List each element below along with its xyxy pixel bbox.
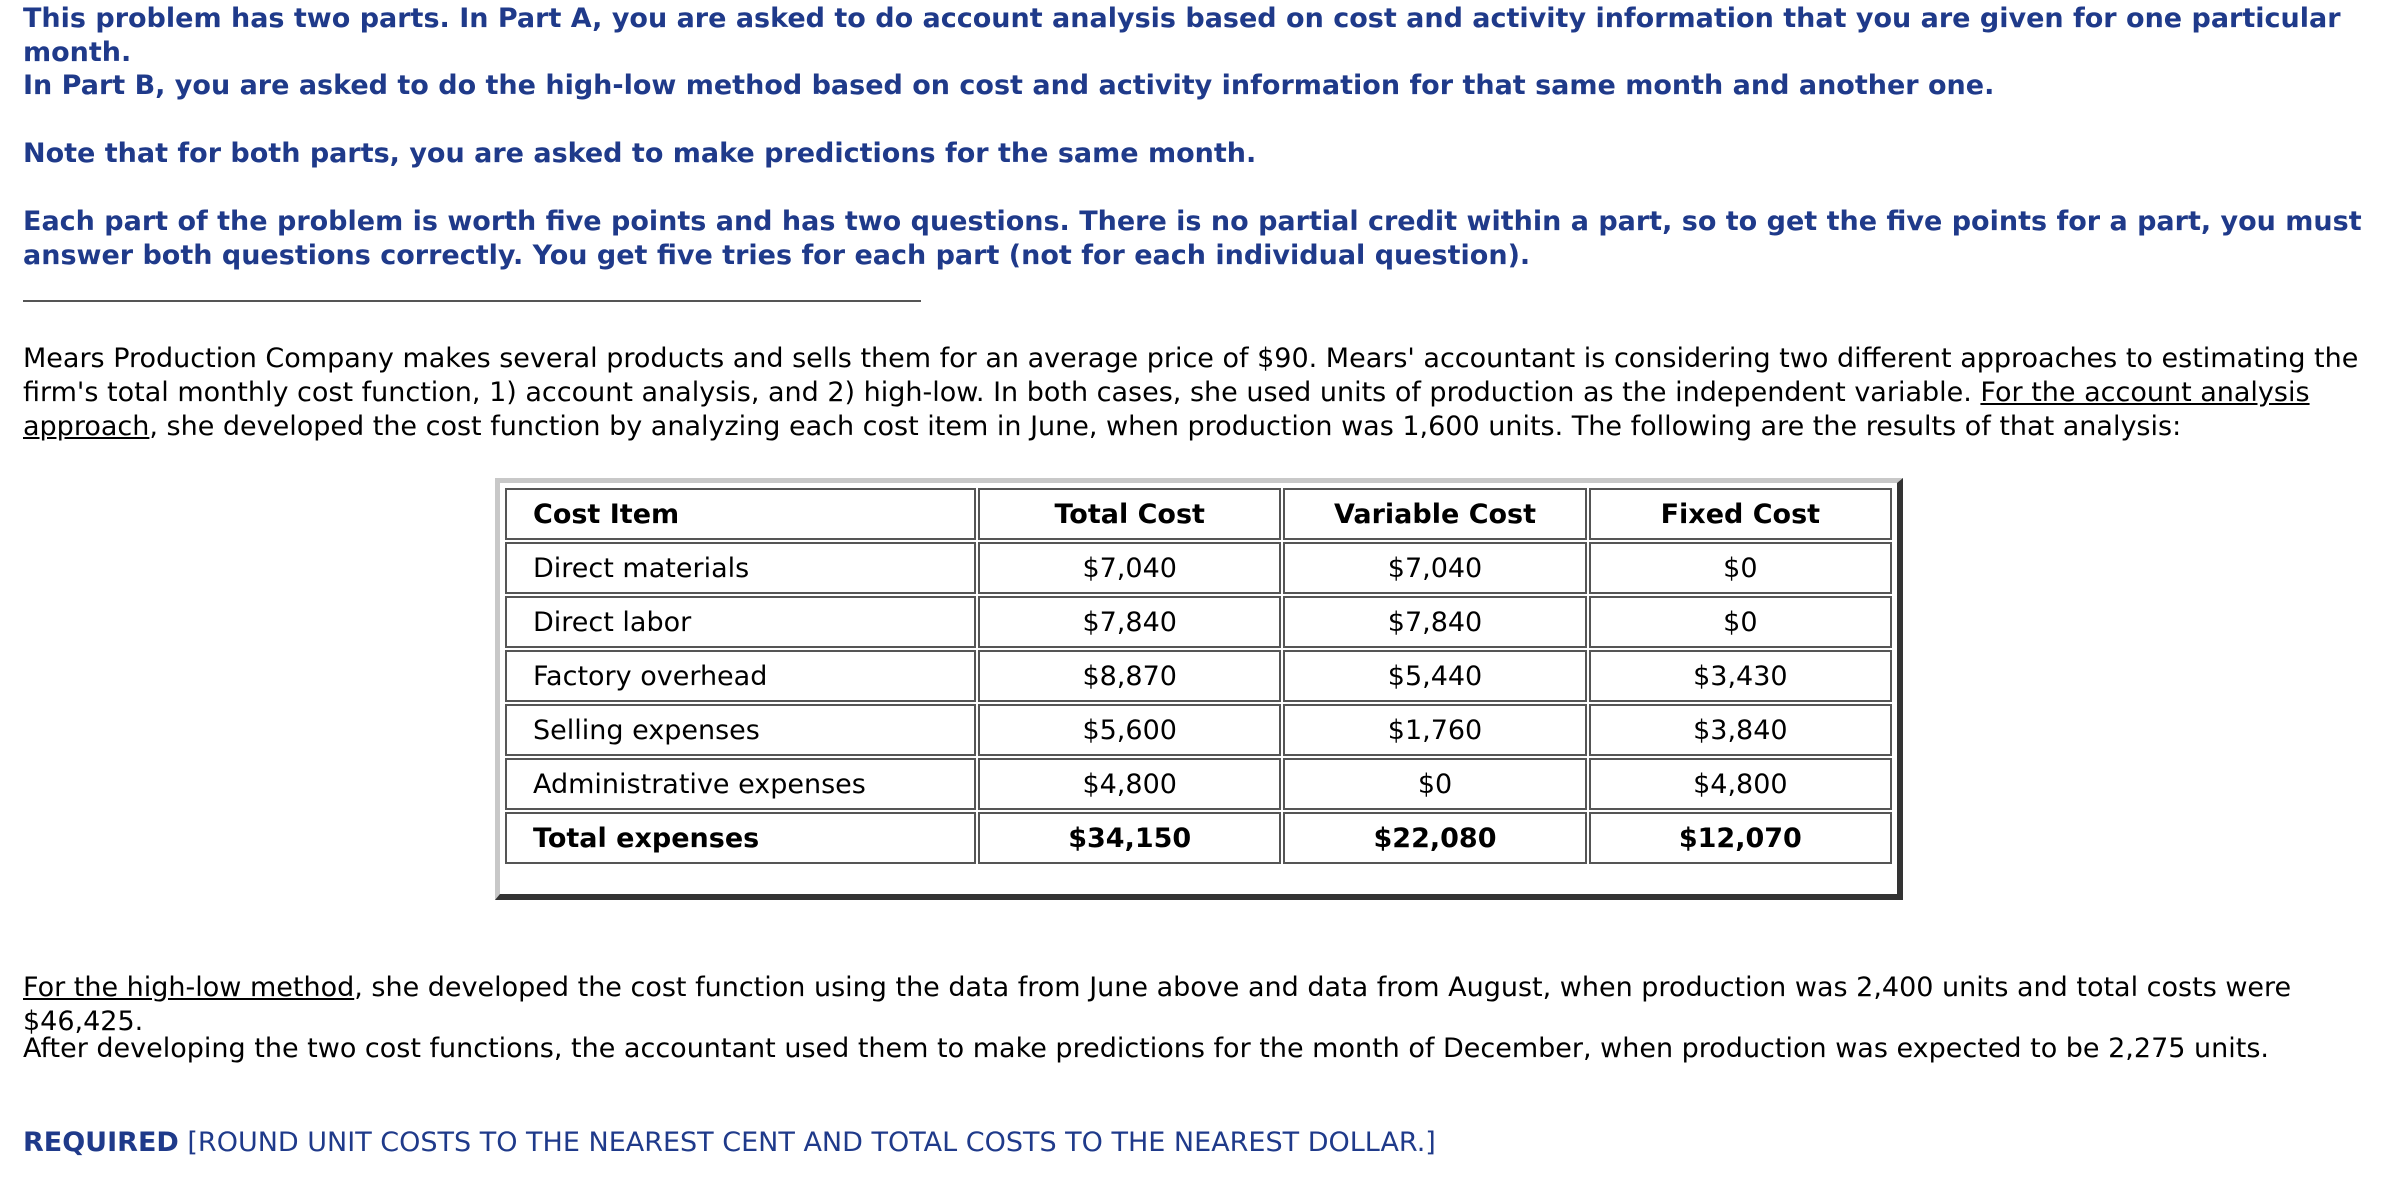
high-low-statement xyxy=(23,971,2373,1039)
table-row xyxy=(505,704,1892,756)
required-label: REQUIRED xyxy=(23,1127,179,1158)
high-low-text: , she developed the cost function using the data from June above and data from August, when production was 2,400 units and total costs were $46,425. xyxy=(23,972,2292,1037)
header-cost-item: Cost Item xyxy=(505,488,976,540)
fixed-cost-cell: $3,840 xyxy=(1589,704,1892,756)
cost-analysis-table xyxy=(503,486,1894,866)
total-cost-cell: $7,840 xyxy=(978,596,1281,648)
variable-cost-cell: $7,040 xyxy=(1283,542,1586,594)
required-instruction xyxy=(23,1126,1436,1160)
problem-text-a: Mears Production Company makes several products and sells them for an average price of $90. Mears' accountant is considering two different approaches to estimating the firm's total monthly cost function, 1) account analysis, and 2) high-low. In both cases, she used units of production as the independent variable. xyxy=(23,343,2359,408)
prediction-statement: After developing the two cost functions, the accountant used them to make predictions for the month of December, when production was expected to be 2,275 units. xyxy=(23,1033,2269,1064)
account-analysis-emphasis: For the account analysis approach xyxy=(23,377,2310,442)
total-cost-cell: $5,600 xyxy=(978,704,1281,756)
required-text: [ROUND UNIT COSTS TO THE NEAREST CENT AND TOTAL COSTS TO THE NEAREST DOLLAR.] xyxy=(178,1127,1436,1158)
fixed-cost-cell: $0 xyxy=(1589,542,1892,594)
variable-cost-cell: $1,760 xyxy=(1283,704,1586,756)
total-variable-cost-cell: $22,080 xyxy=(1283,812,1586,864)
cost-item-cell: Selling expenses xyxy=(505,704,976,756)
table-total-row xyxy=(505,812,1892,864)
table-row xyxy=(505,758,1892,810)
table-row xyxy=(505,650,1892,702)
header-total-cost: Total Cost xyxy=(978,488,1281,540)
total-cost-cell: $7,040 xyxy=(978,542,1281,594)
intro-paragraph-3: Note that for both parts, you are asked to make predictions for the same month. xyxy=(23,138,1257,169)
total-fixed-cost-cell: $12,070 xyxy=(1589,812,1892,864)
problem-statement xyxy=(23,342,2373,444)
table-row xyxy=(505,596,1892,648)
high-low-emphasis: For the high-low method xyxy=(23,972,355,1003)
intro-paragraph-4: Each part of the problem is worth five points and has two questions. There is no partial credit within a part, so to get the five points for a part, you must answer both questions correctly. You get five tries for each part (not for each individual question). xyxy=(23,206,2362,271)
header-fixed-cost: Fixed Cost xyxy=(1589,488,1892,540)
cost-item-cell: Administrative expenses xyxy=(505,758,976,810)
variable-cost-cell: $0 xyxy=(1283,758,1586,810)
total-cost-cell: $8,870 xyxy=(978,650,1281,702)
horizontal-divider xyxy=(23,300,921,302)
cost-item-cell: Direct materials xyxy=(505,542,976,594)
variable-cost-cell: $5,440 xyxy=(1283,650,1586,702)
cost-analysis-table-frame xyxy=(495,478,1903,900)
total-total-cost-cell: $34,150 xyxy=(978,812,1281,864)
problem-text-b: , she developed the cost function by analyzing each cost item in June, when production was 1,600 units. The following are the results of that analysis: xyxy=(149,411,2182,442)
cost-item-cell: Factory overhead xyxy=(505,650,976,702)
variable-cost-cell: $7,840 xyxy=(1283,596,1586,648)
intro-paragraph-1: This problem has two parts. In Part A, you are asked to do account analysis based on cost and activity information that you are given for one particular month. xyxy=(23,3,2341,68)
table-row xyxy=(505,542,1892,594)
fixed-cost-cell: $4,800 xyxy=(1589,758,1892,810)
intro-paragraph-2: In Part B, you are asked to do the high-low method based on cost and activity information for that same month and another one. xyxy=(23,70,1995,101)
fixed-cost-cell: $0 xyxy=(1589,596,1892,648)
total-label-cell: Total expenses xyxy=(505,812,976,864)
total-cost-cell: $4,800 xyxy=(978,758,1281,810)
table-header-row xyxy=(505,488,1892,540)
fixed-cost-cell: $3,430 xyxy=(1589,650,1892,702)
header-variable-cost: Variable Cost xyxy=(1283,488,1586,540)
cost-item-cell: Direct labor xyxy=(505,596,976,648)
